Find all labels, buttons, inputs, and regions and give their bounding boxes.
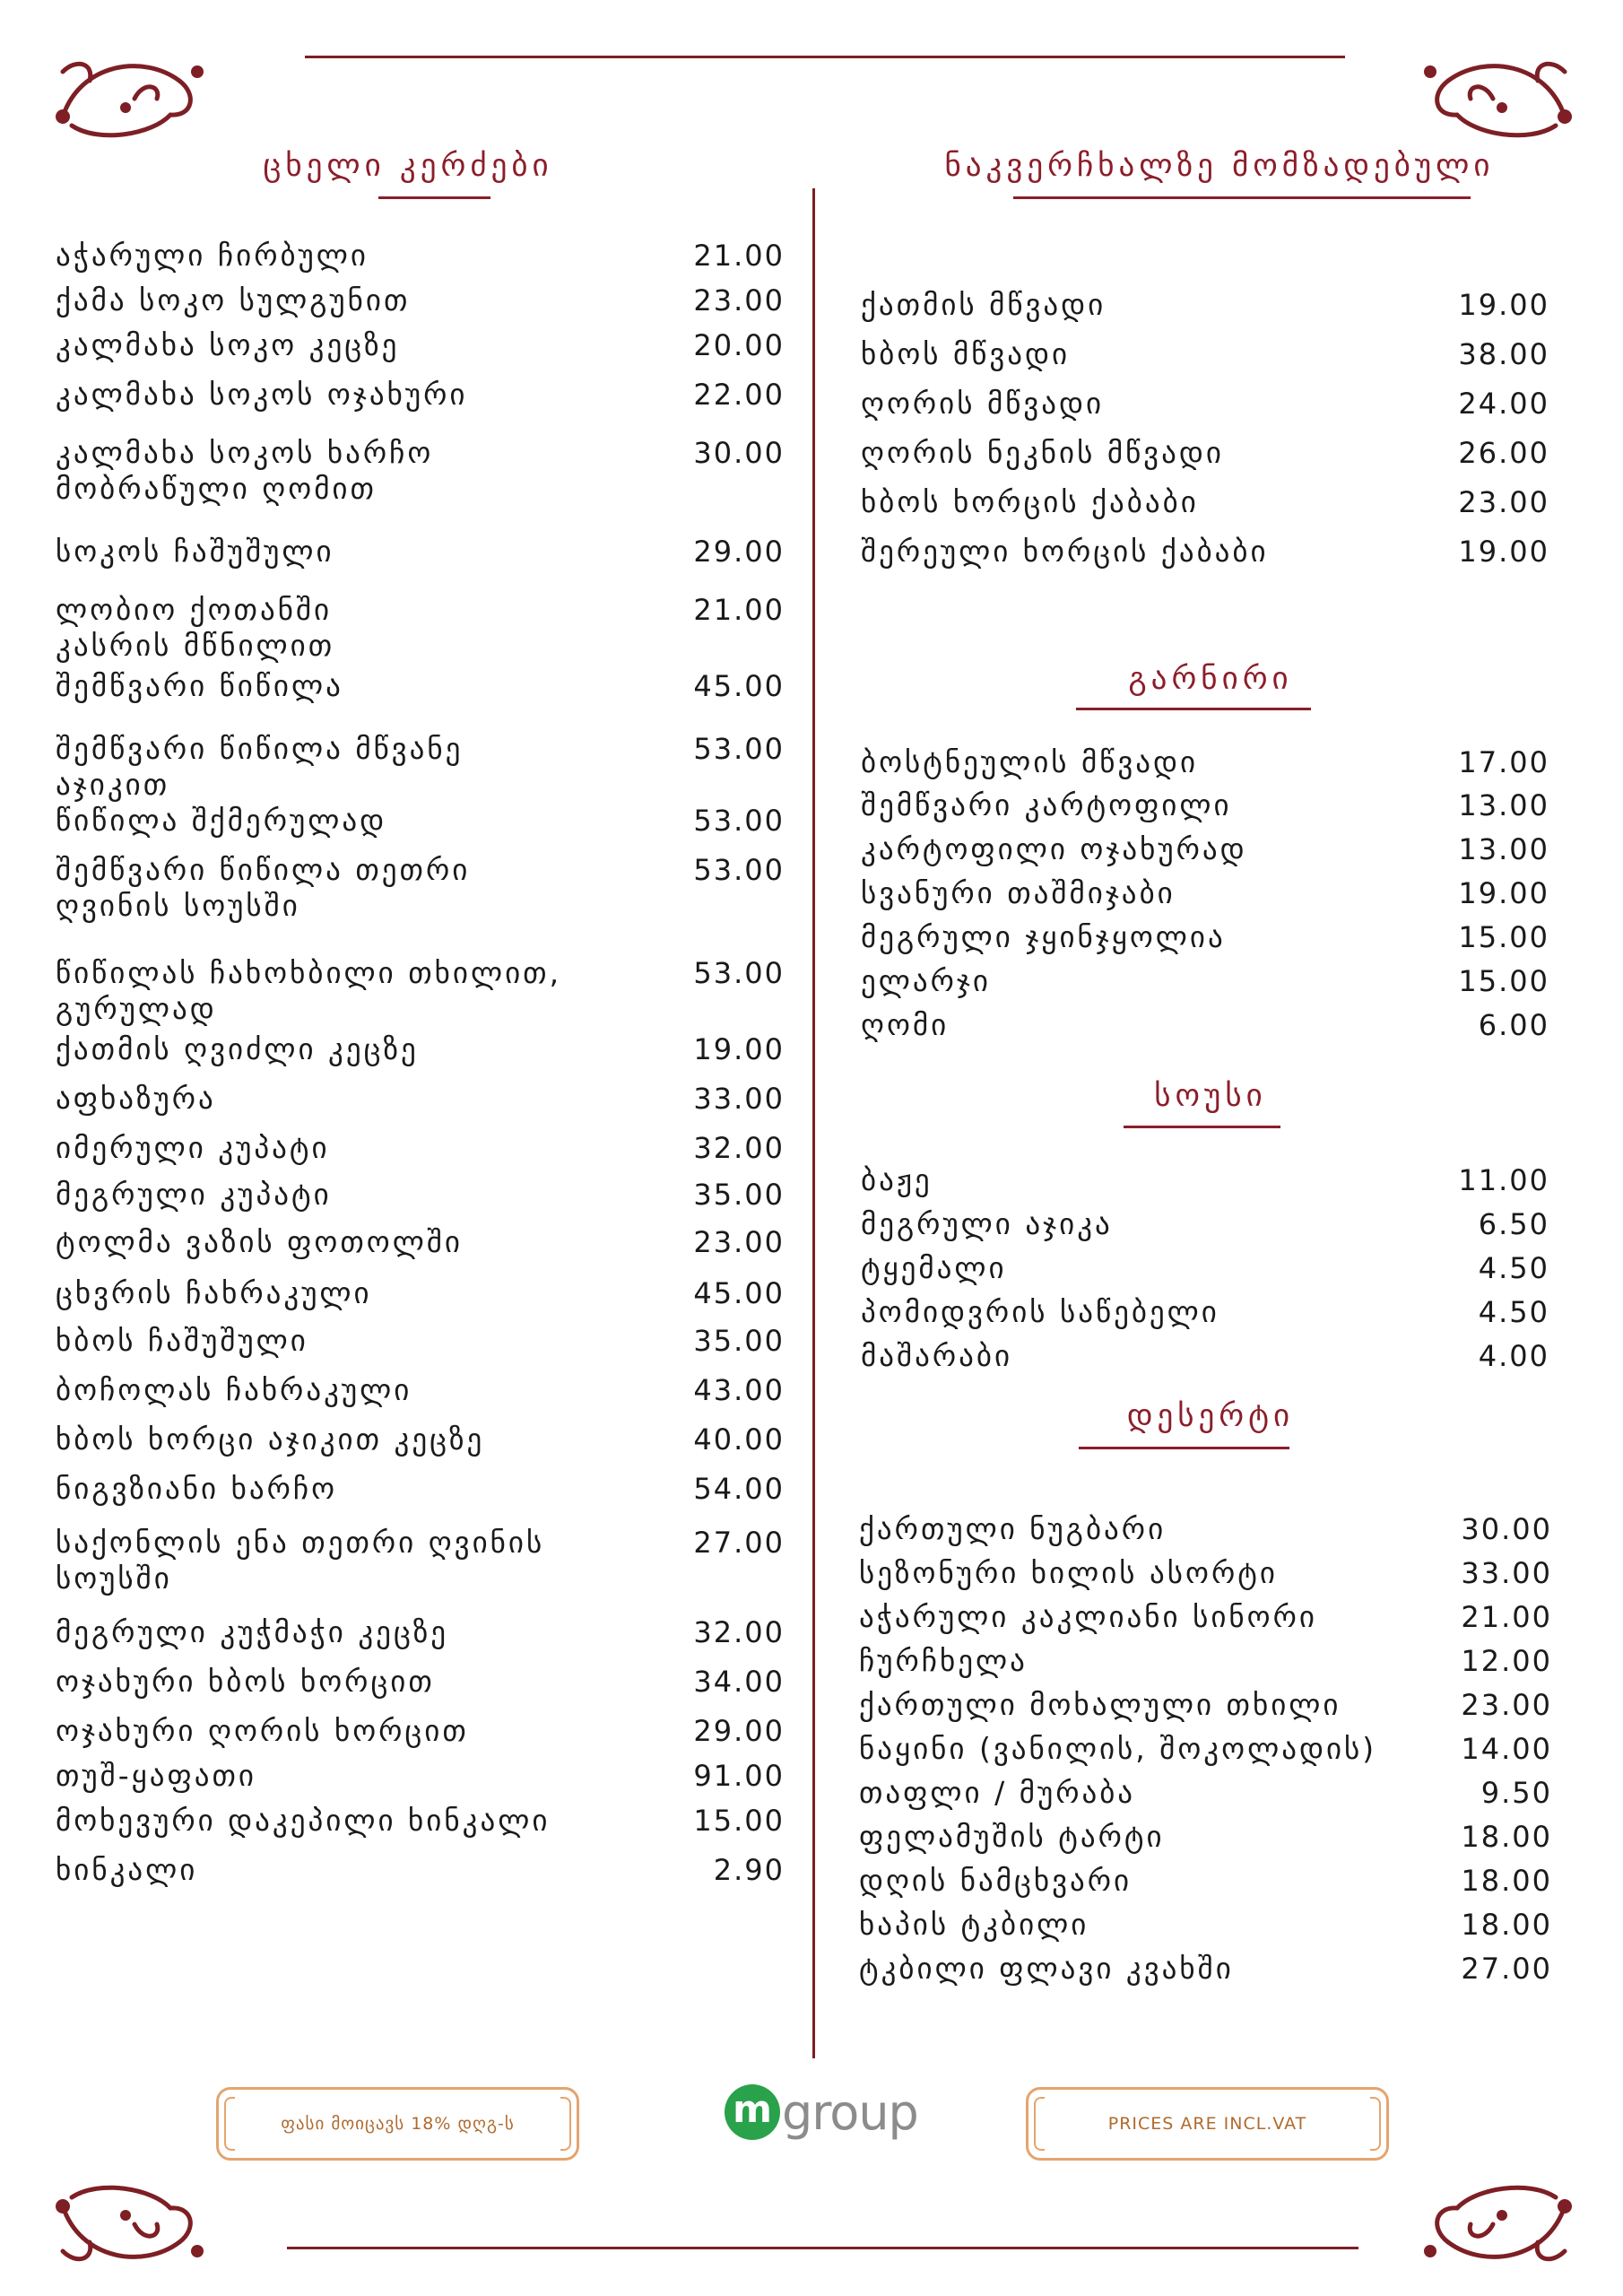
ornament-top-right-icon [1403, 45, 1583, 161]
grill-underline [1013, 196, 1471, 199]
menu-item-name: პომიდვრის საწებელი [861, 1294, 1219, 1329]
menu-item-name: შემწვარი კარტოფილი [861, 787, 1232, 822]
garnish-underline [1076, 708, 1311, 710]
menu-item-price: 27.00 [693, 1526, 785, 1560]
menu-item-name: იმერული კუპატი [56, 1130, 330, 1165]
menu-item-name: ოჯახური ღორის ხორცით [56, 1713, 469, 1748]
menu-item-name: მეგრული კუჭმაჭი კეცზე [56, 1614, 449, 1649]
menu-item-price: 38.00 [1458, 337, 1549, 371]
menu-item-name-cont: სოუსში [56, 1561, 172, 1596]
menu-item-price: 19.00 [1458, 535, 1549, 569]
menu-item-price: 45.00 [693, 669, 785, 703]
menu-item-price: 33.00 [1461, 1556, 1552, 1590]
menu-item-price: 19.00 [693, 1032, 785, 1066]
menu-item-name: ბაჟე [861, 1162, 933, 1197]
menu-item-name: შემწვარი წიწილა მწვანე [56, 731, 464, 766]
menu-item-name: მეგრული ჯყინჯყოლია [861, 919, 1226, 954]
menu-item-price: 35.00 [693, 1324, 785, 1358]
menu-item-name: ბოსტნეულის მწვადი [861, 744, 1199, 779]
menu-item-name: ჩურჩხელა [859, 1643, 1028, 1678]
menu-item-price: 6.50 [1478, 1207, 1549, 1241]
bottom-rule [287, 2247, 1358, 2249]
menu-item-name: ტყემალი [861, 1250, 1007, 1285]
menu-item-price: 32.00 [693, 1131, 785, 1165]
menu-item-name: აფხაზურა [56, 1081, 216, 1116]
menu-item-name-cont: გურულად [56, 991, 217, 1026]
menu-item-name: ღორის მწვადი [861, 386, 1105, 421]
menu-item-price: 20.00 [693, 328, 785, 362]
menu-item-name: ხბოს მწვადი [861, 336, 1071, 371]
menu-item-name: მაშარაბი [861, 1338, 1013, 1373]
menu-item-name: ღორის ნეკნის მწვადი [861, 435, 1224, 470]
menu-item-name: ხბოს ჩაშუშული [56, 1323, 308, 1358]
menu-item-name: კარტოფილი ოჯახურად [861, 831, 1247, 866]
menu-item-price: 15.00 [1458, 920, 1549, 954]
menu-item-price: 53.00 [693, 956, 785, 990]
menu-item-name-cont: ღვინის სოუსში [56, 888, 300, 923]
garnish-heading: გარნირი [1128, 661, 1293, 697]
menu-item-price: 23.00 [1458, 485, 1549, 519]
menu-item-price: 29.00 [693, 1714, 785, 1748]
menu-item-price: 54.00 [693, 1472, 785, 1506]
menu-item-name: დღის ნამცხვარი [859, 1863, 1133, 1898]
menu-item-name: სვანური თაშმიჯაბი [861, 875, 1176, 910]
menu-item-price: 53.00 [693, 853, 785, 887]
menu-item-name: ნაყინი (ვანილის, შოკოლადის) [859, 1731, 1377, 1766]
menu-item-name: ტოლმა ვაზის ფოთოლში [56, 1224, 463, 1259]
menu-item-name: აჭარული ჩირბული [56, 238, 369, 273]
logo-text: group [782, 2083, 918, 2141]
vat-note-georgian [216, 2087, 579, 2161]
menu-item-price: 18.00 [1461, 1820, 1552, 1854]
menu-item-price: 9.50 [1480, 1776, 1552, 1810]
menu-item-price: 14.00 [1461, 1732, 1552, 1766]
menu-item-name: ტკბილი ფლავი კვახში [859, 1951, 1234, 1986]
dessert-heading: დესერტი [1126, 1398, 1295, 1434]
menu-item-name: ქამა სოკო სულგუნით [56, 283, 411, 317]
menu-item-price: 33.00 [693, 1082, 785, 1116]
menu-item-name: სოკოს ჩაშუშული [56, 534, 334, 569]
hot-dishes-heading: ცხელი კერძები [263, 148, 553, 184]
vat-note-georgian-text: ფასი მოიცავს 18% დღგ-ს [281, 2114, 515, 2134]
menu-item-price: 21.00 [693, 593, 785, 627]
menu-item-name: საქონლის ენა თეთრი ღვინის [56, 1525, 545, 1560]
menu-item-price: 45.00 [693, 1276, 785, 1310]
menu-item-price: 15.00 [1458, 964, 1549, 998]
menu-item-price: 53.00 [693, 804, 785, 838]
ornament-top-left-icon [45, 45, 224, 161]
menu-item-name: მეგრული კუპატი [56, 1177, 332, 1212]
menu-item-name: ელარჯი [861, 963, 991, 998]
menu-item-price: 35.00 [693, 1178, 785, 1212]
grill-heading: ნაკვერჩხალზე მომზადებული [944, 148, 1495, 184]
ornament-bottom-left-icon [45, 2161, 224, 2278]
menu-item-name: კალმახა სოკოს ოჯახური [56, 377, 468, 412]
menu-item-name: მოხევური დაკეპილი ხინკალი [56, 1803, 551, 1838]
menu-item-name-cont: მობრაწული ღომით [56, 471, 377, 506]
menu-item-price: 23.00 [693, 1225, 785, 1259]
menu-item-name: ლობიო ქოთანში [56, 592, 333, 627]
menu-item-price: 40.00 [693, 1422, 785, 1457]
menu-item-name: შემწვარი წიწილა თეთრი [56, 852, 471, 887]
dessert-underline [1079, 1447, 1289, 1449]
menu-item-name: ცხვრის ჩახრაკული [56, 1275, 372, 1310]
menu-item-name: სეზონური ხილის ასორტი [859, 1555, 1278, 1590]
menu-item-price: 23.00 [1461, 1688, 1552, 1722]
menu-item-name: ბოჩოლას ჩახრაკული [56, 1372, 412, 1407]
menu-item-name: აჭარული კაკლიანი სინორი [859, 1599, 1317, 1634]
menu-item-name: ნიგვზიანი ხარჩო [56, 1471, 338, 1506]
menu-item-price: 4.50 [1478, 1251, 1549, 1285]
menu-item-name: შერეული ხორცის ქაბაბი [861, 534, 1269, 569]
menu-item-name: ქართული მოხალული თხილი [859, 1687, 1341, 1722]
menu-item-name: ოჯახური ხბოს ხორცით [56, 1664, 435, 1699]
menu-item-price: 21.00 [1461, 1600, 1552, 1634]
menu-item-name-cont: კასრის მწნილით [56, 628, 335, 663]
menu-item-price: 18.00 [1461, 1864, 1552, 1898]
menu-item-price: 19.00 [1458, 288, 1549, 322]
menu-item-name: ქართული ნუგბარი [859, 1511, 1167, 1546]
menu-item-price: 26.00 [1458, 436, 1549, 470]
menu-item-name-cont: აჯიკით [56, 767, 170, 802]
menu-item-price: 21.00 [693, 239, 785, 273]
menu-item-price: 30.00 [693, 436, 785, 470]
menu-item-price: 22.00 [693, 378, 785, 412]
menu-item-name: კალმახა სოკოს ხარჩო [56, 435, 434, 470]
menu-item-price: 13.00 [1458, 788, 1549, 822]
logo-m-badge: m [725, 2084, 780, 2140]
column-divider [812, 188, 815, 2058]
menu-item-name: შემწვარი წიწილა [56, 668, 343, 703]
menu-item-price: 53.00 [693, 732, 785, 766]
menu-item-name: ხინკალი [56, 1852, 198, 1887]
menu-item-name: ხბოს ხორცის ქაბაბი [861, 484, 1199, 519]
hot-dishes-underline [378, 196, 490, 199]
menu-item-price: 6.00 [1478, 1008, 1549, 1042]
menu-item-price: 30.00 [1461, 1512, 1552, 1546]
menu-item-name: ღომი [861, 1007, 950, 1042]
menu-item-price: 11.00 [1458, 1163, 1549, 1197]
menu-item-price: 12.00 [1461, 1644, 1552, 1678]
menu-item-price: 27.00 [1461, 1952, 1552, 1986]
menu-item-name: თაფლი / მურაბა [859, 1775, 1136, 1810]
menu-item-price: 43.00 [693, 1373, 785, 1407]
menu-item-price: 2.90 [713, 1853, 785, 1887]
menu-item-name: წიწილა შქმერულად [56, 803, 387, 838]
menu-item-price: 4.00 [1478, 1339, 1549, 1373]
menu-item-price: 13.00 [1458, 832, 1549, 866]
menu-item-price: 29.00 [693, 535, 785, 569]
menu-item-price: 32.00 [693, 1615, 785, 1649]
menu-item-price: 91.00 [693, 1759, 785, 1793]
menu-item-name: ხაპის ტკბილი [859, 1907, 1089, 1942]
sauce-underline [1124, 1126, 1280, 1128]
vat-note-english-text: PRICES ARE INCL.VAT [1107, 2114, 1307, 2134]
menu-item-name: ფელამუშის ტარტი [859, 1819, 1165, 1854]
menu-item-price: 34.00 [693, 1665, 785, 1699]
mgroup-logo [725, 2083, 918, 2142]
menu-item-name: წიწილას ჩახოხბილი თხილით, [56, 955, 562, 990]
menu-item-name: მეგრული აჯიკა [861, 1206, 1113, 1241]
menu-item-price: 15.00 [693, 1804, 785, 1838]
menu-item-price: 17.00 [1458, 745, 1549, 779]
vat-note-english [1026, 2087, 1389, 2161]
menu-item-price: 24.00 [1458, 387, 1549, 421]
top-rule [305, 56, 1345, 58]
menu-item-name: თუშ-ყაფათი [56, 1758, 256, 1793]
menu-item-name: კალმახა სოკო კეცზე [56, 327, 400, 362]
sauce-heading: სოუსი [1154, 1078, 1267, 1114]
menu-item-price: 18.00 [1461, 1908, 1552, 1942]
menu-item-price: 4.50 [1478, 1295, 1549, 1329]
menu-item-price: 19.00 [1458, 876, 1549, 910]
ornament-bottom-right-icon [1403, 2161, 1583, 2278]
menu-item-price: 23.00 [693, 283, 785, 317]
menu-item-name: ქათმის მწვადი [861, 287, 1107, 322]
menu-item-name: ქათმის ღვიძლი კეცზე [56, 1031, 419, 1066]
menu-item-name: ხბოს ხორცი აჯიკით კეცზე [56, 1422, 485, 1457]
